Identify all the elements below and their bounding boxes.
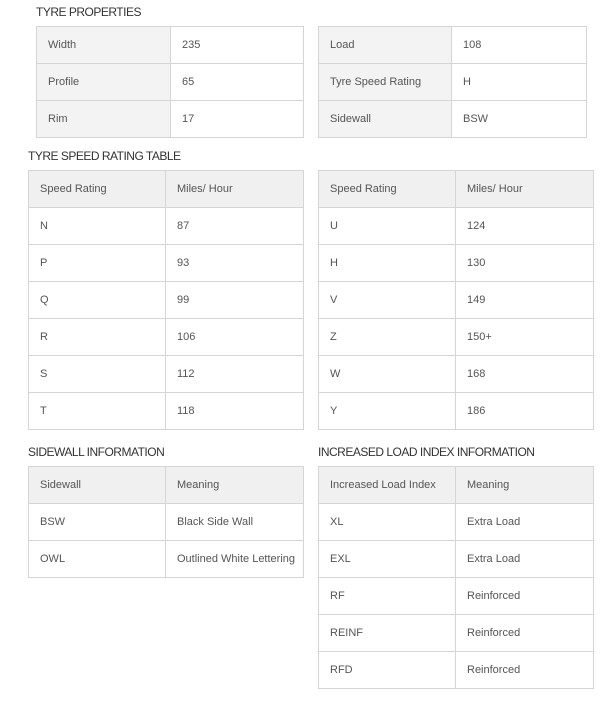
table-cell: 150+: [456, 319, 594, 356]
table-cell: Q: [29, 282, 166, 319]
table-row: [319, 319, 594, 356]
table-row: [37, 64, 304, 101]
tyre-properties-table-left: [36, 26, 304, 138]
table-cell: 130: [456, 245, 594, 282]
table-cell: 106: [166, 319, 304, 356]
table-cell: RFD: [319, 652, 456, 689]
table-row: [319, 578, 594, 615]
table-row: [319, 504, 594, 541]
table-row: [319, 615, 594, 652]
table-row: [29, 282, 304, 319]
table-cell: V: [319, 282, 456, 319]
column-header: Meaning: [456, 467, 594, 504]
sidewall-label: Sidewall: [319, 101, 452, 138]
table-row: [29, 393, 304, 430]
load-value: 108: [452, 27, 587, 64]
table-row: [29, 504, 304, 541]
table-row: [319, 27, 587, 64]
table-row: [319, 652, 594, 689]
table-row: [29, 541, 304, 578]
table-row: [37, 101, 304, 138]
table-cell: U: [319, 208, 456, 245]
table-cell: Z: [319, 319, 456, 356]
table-row: [29, 319, 304, 356]
table-cell: 124: [456, 208, 594, 245]
table-cell: RF: [319, 578, 456, 615]
table-cell: S: [29, 356, 166, 393]
column-header: Meaning: [166, 467, 304, 504]
speed-rating-heading: TYRE SPEED RATING TABLE: [28, 149, 181, 163]
column-header: Increased Load Index: [319, 467, 456, 504]
profile-label: Profile: [37, 64, 171, 101]
profile-value: 65: [171, 64, 304, 101]
sidewall-heading: SIDEWALL INFORMATION: [28, 445, 165, 459]
table-cell: N: [29, 208, 166, 245]
table-cell: H: [319, 245, 456, 282]
table-cell: Reinforced: [456, 652, 594, 689]
table-cell: 93: [166, 245, 304, 282]
tyre-properties-heading: TYRE PROPERTIES: [36, 5, 141, 19]
load-label: Load: [319, 27, 452, 64]
table-cell: XL: [319, 504, 456, 541]
sidewall-table: [28, 466, 304, 578]
table-cell: R: [29, 319, 166, 356]
table-cell: OWL: [29, 541, 166, 578]
table-cell: 112: [166, 356, 304, 393]
table-header-row: [319, 467, 594, 504]
table-row: [29, 245, 304, 282]
column-header: Speed Rating: [29, 171, 166, 208]
table-cell: 149: [456, 282, 594, 319]
tyre-properties-table-right: [318, 26, 587, 138]
table-header-row: [29, 171, 304, 208]
sidewall-value: BSW: [452, 101, 587, 138]
table-row: [319, 541, 594, 578]
column-header: Miles/ Hour: [456, 171, 594, 208]
table-row: [319, 64, 587, 101]
table-header-row: [319, 171, 594, 208]
table-cell: EXL: [319, 541, 456, 578]
table-cell: 168: [456, 356, 594, 393]
width-label: Width: [37, 27, 171, 64]
table-row: [319, 393, 594, 430]
table-cell: Extra Load: [456, 504, 594, 541]
speed-rating-label: Tyre Speed Rating: [319, 64, 452, 101]
table-row: [29, 356, 304, 393]
speed-rating-value: H: [452, 64, 587, 101]
column-header: Sidewall: [29, 467, 166, 504]
table-cell: Y: [319, 393, 456, 430]
table-cell: Reinforced: [456, 578, 594, 615]
table-cell: Reinforced: [456, 615, 594, 652]
speed-rating-table-right: [318, 170, 594, 430]
table-cell: Black Side Wall: [166, 504, 304, 541]
speed-rating-table-left: [28, 170, 304, 430]
table-cell: W: [319, 356, 456, 393]
table-cell: 87: [166, 208, 304, 245]
table-cell: T: [29, 393, 166, 430]
load-index-table: [318, 466, 594, 689]
table-row: [319, 282, 594, 319]
table-row: [319, 101, 587, 138]
table-row: [29, 208, 304, 245]
load-index-heading: INCREASED LOAD INDEX INFORMATION: [318, 445, 535, 459]
table-row: [319, 208, 594, 245]
column-header: Speed Rating: [319, 171, 456, 208]
table-cell: REINF: [319, 615, 456, 652]
table-cell: BSW: [29, 504, 166, 541]
table-cell: 99: [166, 282, 304, 319]
table-cell: 186: [456, 393, 594, 430]
width-value: 235: [171, 27, 304, 64]
table-row: [319, 245, 594, 282]
table-cell: 118: [166, 393, 304, 430]
table-row: [319, 356, 594, 393]
rim-value: 17: [171, 101, 304, 138]
table-cell: P: [29, 245, 166, 282]
rim-label: Rim: [37, 101, 171, 138]
table-cell: Extra Load: [456, 541, 594, 578]
column-header: Miles/ Hour: [166, 171, 304, 208]
table-cell: Outlined White Lettering: [166, 541, 304, 578]
table-row: [37, 27, 304, 64]
table-header-row: [29, 467, 304, 504]
